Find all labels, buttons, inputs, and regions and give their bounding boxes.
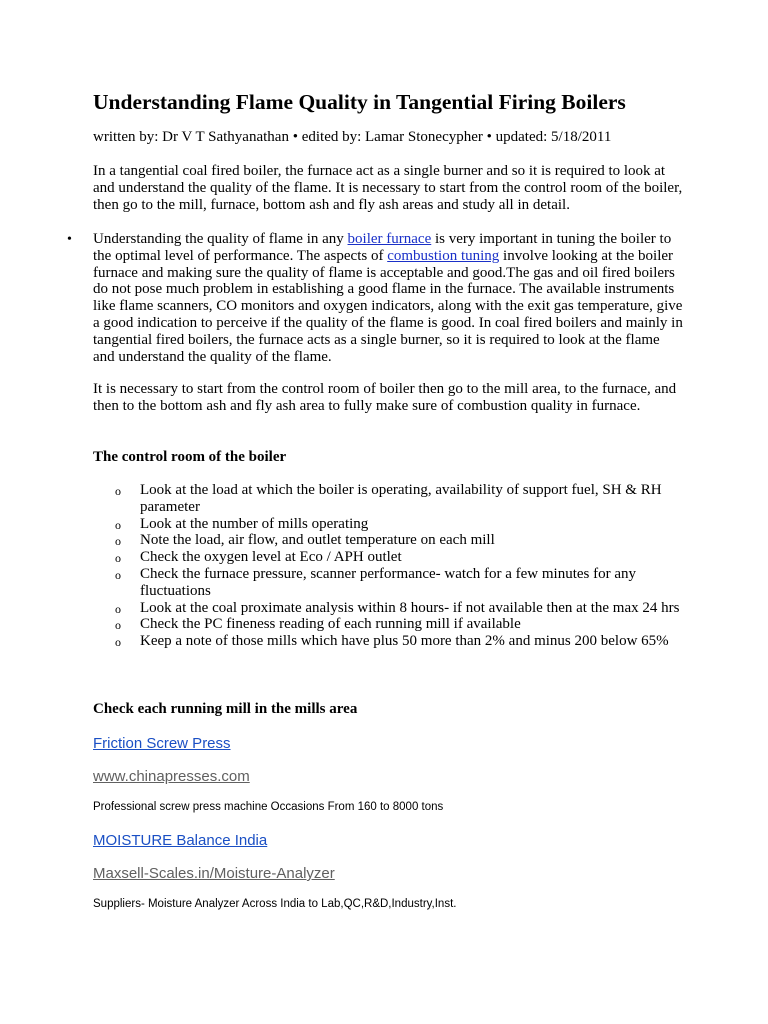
bullet-text-1: Understanding the quality of flame in any: [93, 231, 348, 247]
list-item: [0, 566, 690, 600]
list-item-text: Note the load, air flow, and outlet temperature on each mill: [140, 532, 495, 549]
list-marker: o: [115, 551, 121, 566]
intro-paragraph: In a tangential coal fired boiler, the furnace act as a single burner and so it is required to look at and understand the quality of the flame. It is necessary to start from the control room of the boiler, then go to the mill, furnace, bottom ash and fly ash areas and study all in detail.: [93, 163, 683, 213]
list-item-text: Look at the number of mills operating: [140, 515, 369, 532]
list-item-text: Check the furnace pressure, scanner performance- watch for a few minutes for any fluctuations: [140, 565, 637, 599]
list-item: [0, 516, 690, 533]
list-item-text: Look at the coal proximate analysis within 8 hours- if not available then at the max 24 hrs: [140, 599, 680, 616]
ad-description: Suppliers- Moisture Analyzer Across India to Lab,QC,R&D,Industry,Inst.: [93, 898, 457, 910]
list-marker: o: [115, 635, 121, 650]
list-marker: o: [115, 484, 121, 498]
list-marker: o: [115, 517, 121, 532]
boiler-furnace-link[interactable]: boiler furnace: [347, 231, 432, 247]
list-item: [0, 532, 690, 549]
list-marker: o: [115, 534, 121, 549]
list-marker: o: [115, 618, 121, 633]
ad-url-link[interactable]: Maxsell-Scales.in/Moisture-Analyzer: [93, 865, 335, 882]
list-marker: o: [115, 601, 121, 616]
list-item: [0, 600, 690, 617]
control-room-heading: The control room of the boiler: [93, 449, 287, 465]
mills-area-heading: Check each running mill in the mills area: [93, 701, 358, 717]
bullet-paragraph: [93, 231, 683, 365]
list-item-text: Look at the load at which the boiler is operating, availability of support fuel, SH & RH parameter: [140, 482, 662, 515]
list-item-text: Check the PC fineness reading of each running mill if available: [140, 616, 521, 633]
combustion-tuning-link[interactable]: combustion tuning: [387, 247, 500, 264]
list-item: [0, 482, 690, 516]
ad-title-link[interactable]: MOISTURE Balance India: [93, 832, 268, 849]
article-byline: written by: Dr V T Sathyanathan • edited by: Lamar Stonecypher • updated: 5/18/2011: [93, 129, 612, 145]
list-item: [0, 616, 690, 633]
bullet-text-2: is very important in tuning the boiler to the optimal level of performance. The aspects of: [93, 231, 672, 264]
control-room-list: [0, 482, 690, 650]
list-marker: o: [115, 567, 121, 582]
ad-title-link[interactable]: Friction Screw Press: [93, 735, 231, 752]
list-item-text: Check the oxygen level at Eco / APH outlet: [140, 549, 402, 566]
second-paragraph: It is necessary to start from the control room of boiler then go to the mill area, to the furnace, and then to the bottom ash and fly ash area to fully make sure of combustion quality in furnace.: [93, 381, 677, 414]
list-item-text: Keep a note of those mills which have plus 50 more than 2% and minus 200 below 65%: [140, 633, 669, 650]
bullet-text-3: involve looking at the boiler furnace and making sure the quality of flame is acceptable and good.The gas and oil fired boilers do not pose much problem in establishing a good flame in the furnace. The available instruments like flame scanners, CO monitors and oxygen indicators, along with the exit gas temperature, give a good indication to perceive if the quality of the flame is good. In coal fired boilers and mainly in tangential fired boilers, the furnace acts as a single burner, so it is required to look at the flame and understand the quality of the flame.: [93, 247, 683, 365]
article-title: Understanding Flame Quality in Tangential Firing Boilers: [93, 90, 626, 114]
list-item: [0, 549, 690, 566]
ad-description: Professional screw press machine Occasions From 160 to 8000 tons: [93, 801, 444, 813]
list-item: [0, 633, 690, 650]
bullet-marker: •: [67, 232, 72, 247]
ad-url-link[interactable]: www.chinapresses.com: [93, 768, 250, 785]
